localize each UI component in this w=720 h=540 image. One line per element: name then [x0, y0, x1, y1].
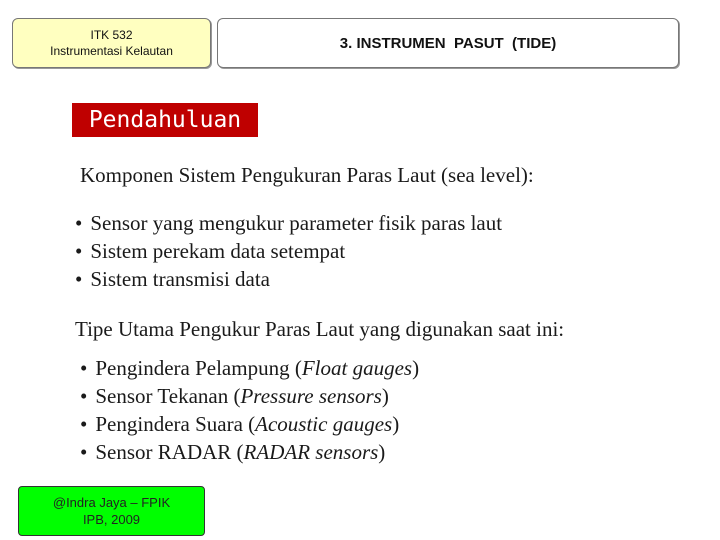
components-list [75, 209, 502, 293]
type-name: Sensor Tekanan [95, 384, 229, 408]
type-name: Sensor RADAR [95, 440, 232, 464]
type-english: Pressure sensors [240, 384, 382, 408]
slide-title: 3. INSTRUMEN PASUT (TIDE) [339, 34, 557, 52]
credit-box [18, 486, 205, 536]
list-item: • Pengindera Suara (Acoustic gauges) [80, 410, 419, 438]
section-label: Pendahuluan [72, 103, 258, 137]
course-box [12, 18, 211, 68]
types-heading: Tipe Utama Pengukur Paras Laut yang digunakan saat ini: [75, 317, 565, 341]
type-english: Float gauges [301, 356, 413, 380]
type-name: Pengindera Pelampung [95, 356, 290, 380]
course-name: Instrumentasi Kelautan [50, 44, 173, 58]
types-list [80, 354, 419, 466]
list-item: • Sistem perekam data setempat [75, 237, 502, 265]
credit-line-2: IPB, 2009 [82, 512, 141, 527]
type-name: Pengindera Suara [95, 412, 243, 436]
list-item: • Sensor Tekanan (Pressure sensors) [80, 382, 419, 410]
list-item: • Sensor RADAR (RADAR sensors) [80, 438, 419, 466]
type-english: RADAR sensors [243, 440, 379, 464]
course-code: ITK 532 [90, 28, 133, 42]
components-heading: Komponen Sistem Pengukuran Paras Laut (sea level): [80, 163, 534, 187]
list-item: • Sensor yang mengukur parameter fisik paras laut [75, 209, 502, 237]
list-item: • Sistem transmisi data [75, 265, 502, 293]
credit-line-1: @Indra Jaya – FPIK [52, 495, 171, 510]
slide-title-box [217, 18, 679, 68]
type-english: Acoustic gauges [255, 412, 393, 436]
list-item: • Pengindera Pelampung (Float gauges) [80, 354, 419, 382]
